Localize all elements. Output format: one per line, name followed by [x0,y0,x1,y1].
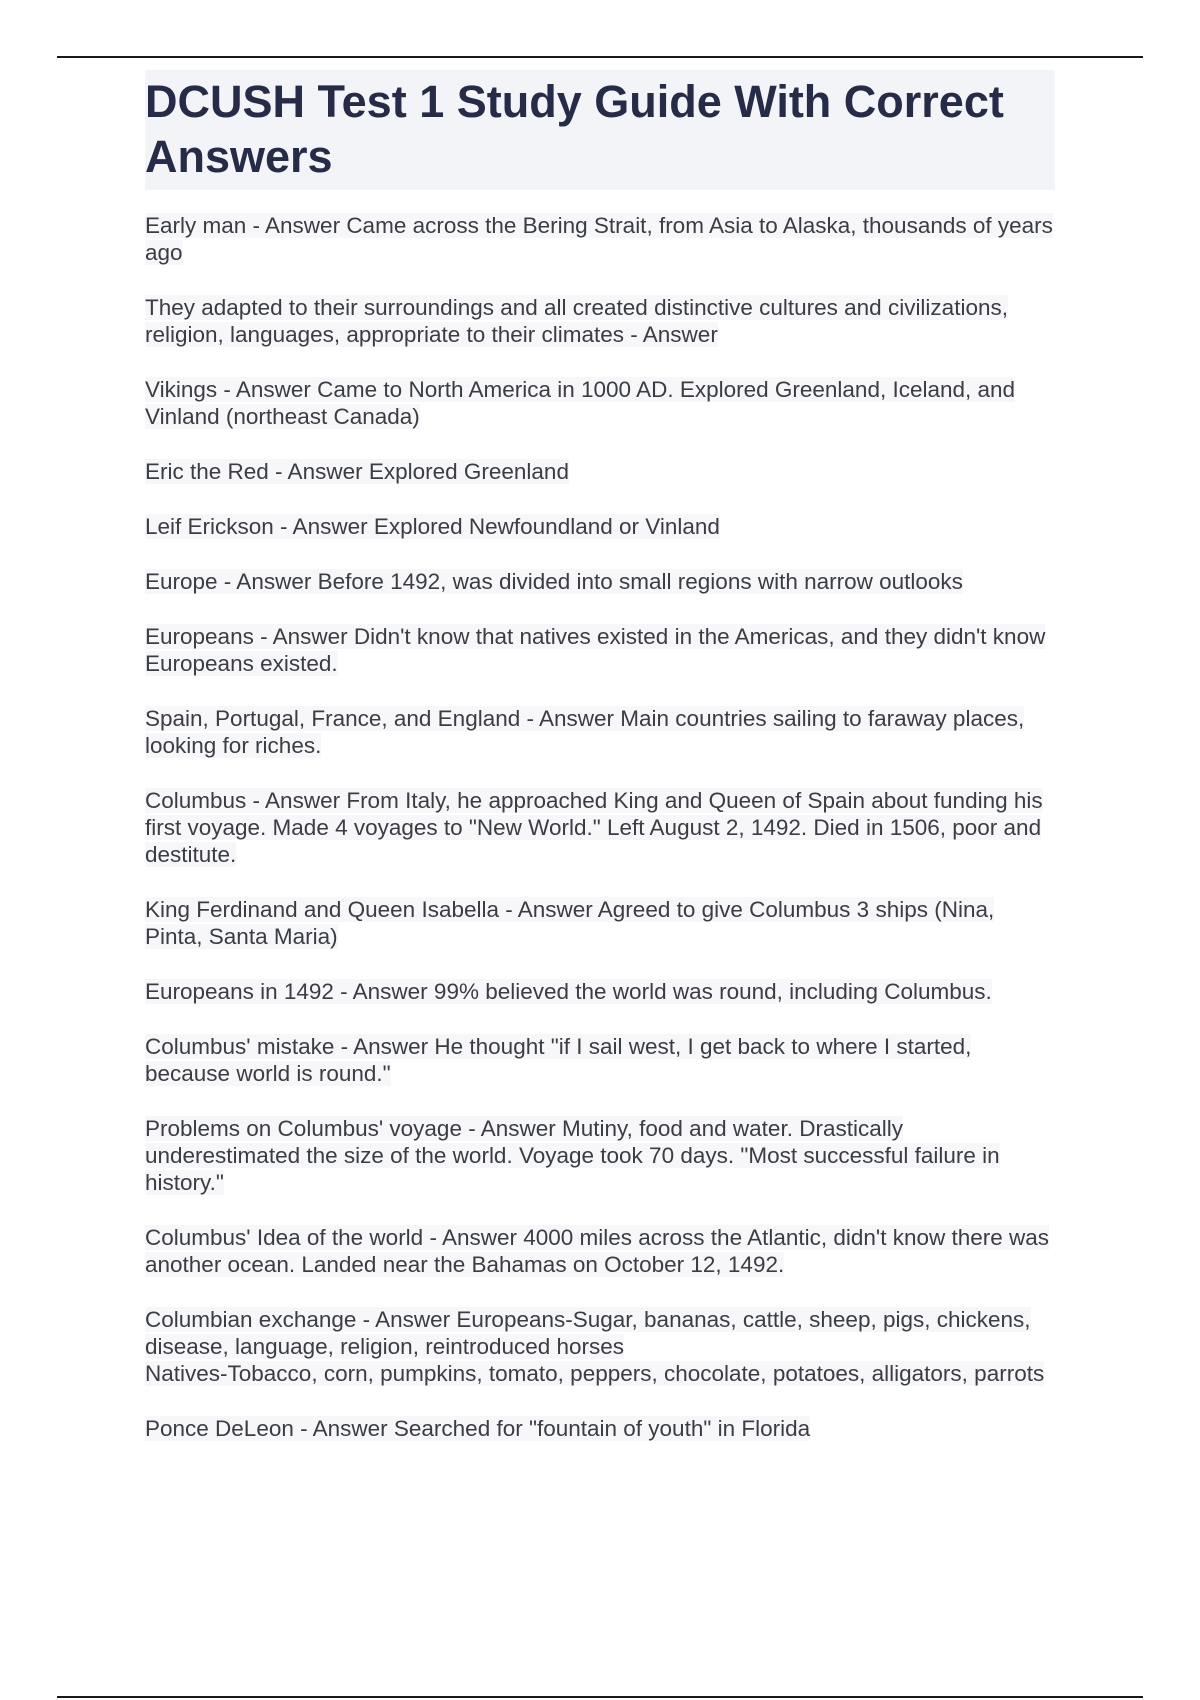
qa-item [145,1115,1055,1196]
qa-item-text: Columbus' mistake - Answer He thought "if I sail west, I get back to where I started, because world is round." [145,1034,972,1086]
document-title: DCUSH Test 1 Study Guide With Correct Answers [145,76,1004,182]
qa-item [145,787,1055,868]
qa-item-text: Columbian exchange - Answer Europeans-Sugar, bananas, cattle, sheep, pigs, chickens, disease, language, religion, reintroduced horses Natives-Tobacco, corn, pumpkins, tomato, peppers, chocolate, potatoes, alligators, parrots [145,1307,1045,1386]
title-block [145,70,1055,190]
qa-item [145,376,1055,430]
qa-item-text: King Ferdinand and Queen Isabella - Answer Agreed to give Columbus 3 ships (Nina, Pinta, Santa Maria) [145,897,995,949]
qa-item [145,458,1055,485]
qa-item [145,1224,1055,1278]
qa-item [145,1306,1055,1387]
qa-list [145,212,1055,1442]
qa-item [145,705,1055,759]
qa-item [145,1033,1055,1087]
document-body [145,70,1055,1470]
qa-item-text: Spain, Portugal, France, and England - Answer Main countries sailing to faraway places, looking for riches. [145,706,1025,758]
qa-item-text: Columbus - Answer From Italy, he approached King and Queen of Spain about funding his first voyage. Made 4 voyages to "New World." Left August 2, 1492. Died in 1506, poor and destitute. [145,788,1043,867]
qa-item-text: Eric the Red - Answer Explored Greenland [145,459,569,484]
qa-item [145,294,1055,348]
qa-item-text: Europeans - Answer Didn't know that natives existed in the Americas, and they didn't know Europeans existed. [145,624,1046,676]
qa-item-text: Europe - Answer Before 1492, was divided into small regions with narrow outlooks [145,569,963,594]
qa-item [145,212,1055,266]
qa-item-text: Columbus' Idea of the world - Answer 4000 miles across the Atlantic, didn't know there was another ocean. Landed near the Bahamas on October 12, 1492. [145,1225,1050,1277]
qa-item-text: Europeans in 1492 - Answer 99% believed the world was round, including Columbus. [145,979,992,1004]
qa-item-text: Leif Erickson - Answer Explored Newfoundland or Vinland [145,514,720,539]
qa-item-text: Ponce DeLeon - Answer Searched for "fountain of youth" in Florida [145,1416,811,1441]
qa-item-text: Early man - Answer Came across the Bering Strait, from Asia to Alaska, thousands of years ago [145,213,1053,265]
qa-item [145,978,1055,1005]
qa-item [145,1415,1055,1442]
qa-item-text: Problems on Columbus' voyage - Answer Mutiny, food and water. Drastically underestimated the size of the world. Voyage took 70 days. "Most successful failure in history." [145,1116,1000,1195]
qa-item [145,896,1055,950]
qa-item [145,568,1055,595]
qa-item [145,623,1055,677]
top-divider [57,56,1143,58]
qa-item [145,513,1055,540]
qa-item-text: Vikings - Answer Came to North America in 1000 AD. Explored Greenland, Iceland, and Vinland (northeast Canada) [145,377,1016,429]
qa-item-text: They adapted to their surroundings and all created distinctive cultures and civilizations, religion, languages, appropriate to their climates - Answer [145,295,1008,347]
bottom-divider [57,1696,1143,1698]
